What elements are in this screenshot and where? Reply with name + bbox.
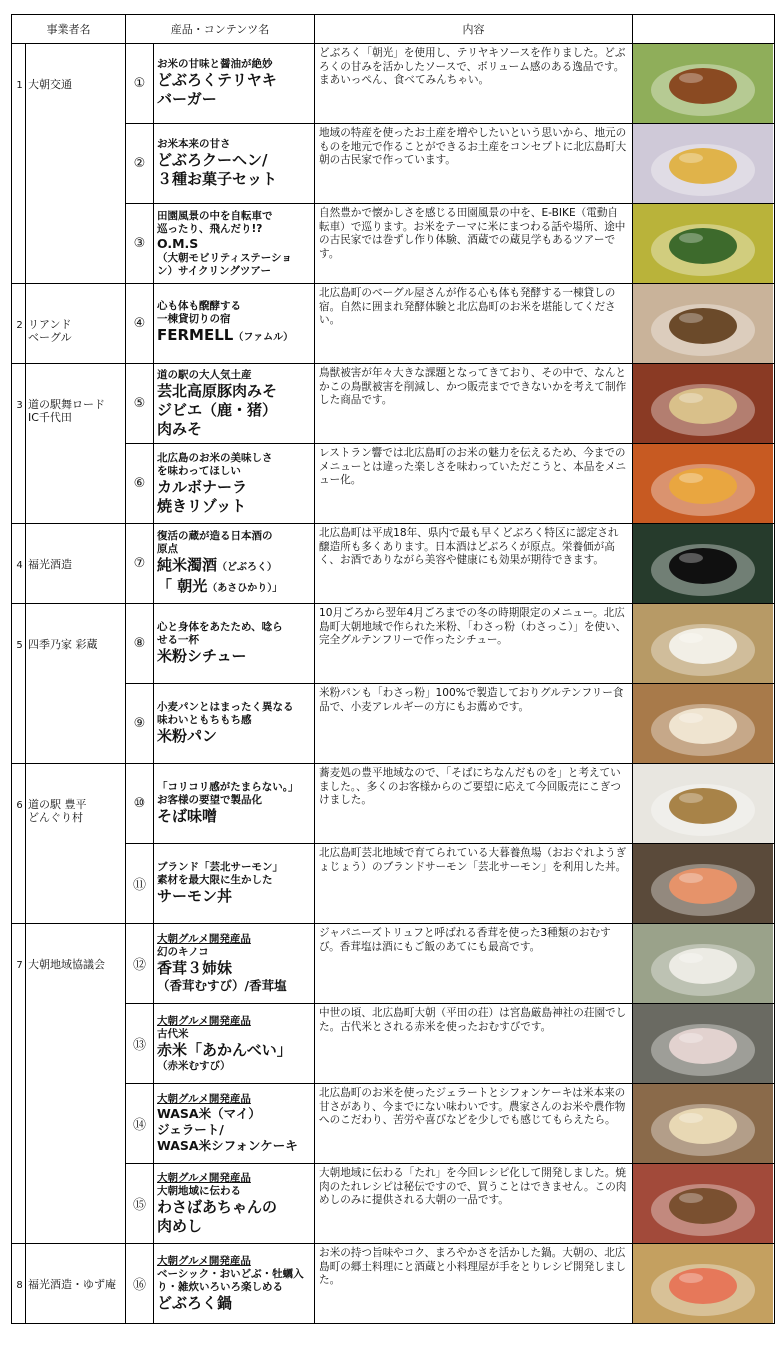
product-name bbox=[154, 284, 315, 364]
photo-highlight bbox=[679, 553, 703, 563]
product-name-line: 心と身体をあたため、唸ら bbox=[157, 621, 283, 633]
product-name-line: せる一杯 bbox=[157, 634, 199, 646]
photo-subject bbox=[669, 1028, 737, 1064]
business-number: 5 bbox=[12, 604, 26, 764]
table-row bbox=[12, 444, 775, 524]
product-name-line: 原点 bbox=[157, 542, 178, 555]
burger-photo bbox=[633, 44, 773, 123]
photo-highlight bbox=[679, 633, 703, 643]
product-image bbox=[633, 1004, 773, 1083]
product-name-line: お米本来の甘さ bbox=[157, 138, 231, 150]
business-name-line: 道の駅舞ロード bbox=[28, 398, 105, 411]
product-image-cell bbox=[633, 364, 775, 444]
product-name bbox=[154, 604, 315, 684]
product-image-cell bbox=[633, 764, 775, 844]
product-name-line: ３種お菓子セット bbox=[157, 170, 278, 188]
product-number: ⑯ bbox=[126, 1244, 154, 1324]
product-name-line: 心も体も醗酵する bbox=[157, 300, 241, 312]
gelato-chiffon-photo bbox=[633, 1084, 773, 1163]
product-name-line: 巡ったり、飛んだり!? bbox=[157, 222, 263, 235]
product-image bbox=[633, 764, 773, 843]
product-image-cell bbox=[633, 44, 775, 124]
product-image-cell bbox=[633, 524, 775, 604]
photo-highlight bbox=[679, 153, 703, 163]
business-number: 6 bbox=[12, 764, 26, 924]
product-number: ⑪ bbox=[126, 844, 154, 924]
salmon-bowl-photo bbox=[633, 844, 773, 923]
product-name-line: （香茸むすび）/香茸塩 bbox=[157, 978, 287, 993]
product-name-line: （赤米むすび） bbox=[157, 1059, 231, 1072]
product-name bbox=[154, 444, 315, 524]
photo-subject bbox=[669, 1188, 737, 1224]
product-name-line: 米粉シチュー bbox=[157, 647, 247, 665]
product-number: ⑥ bbox=[126, 444, 154, 524]
product-description: 大朝地域に伝わる「たれ」を今回レシピ化して開発しました。焼肉のたれレシピは秘伝ですので、買うことはできません。この肉めしのみに提供される大朝の一品です。 bbox=[315, 1164, 633, 1244]
photo-highlight bbox=[679, 713, 703, 723]
product-name-line: FERMELL（ファムル） bbox=[157, 326, 294, 344]
product-number: ⑮ bbox=[126, 1164, 154, 1244]
product-description: 米粉パンも「わさっ粉」100%で製造しておりグルテンフリー食品で、小麦アレルギーの方にもお薦めです。 bbox=[315, 684, 633, 764]
product-name bbox=[154, 844, 315, 924]
photo-subject bbox=[669, 1268, 737, 1304]
product-image-cell bbox=[633, 444, 775, 524]
product-number: ④ bbox=[126, 284, 154, 364]
photo-highlight bbox=[679, 793, 703, 803]
product-number: ① bbox=[126, 44, 154, 124]
product-description: 自然豊かで懐かしさを感じる田園風景の中を、E-BIKE（電動自転車）で巡ります。お米をテーマに米にまつわる話や場所、途中の古民家では巻ずし作り体験、酒蔵での蔵見学もあるツアーです。 bbox=[315, 204, 633, 284]
product-description: 10月ごろから翌年4月ごろまでの冬の時期限定のメニュー。北広島町大朝地域で作られた米粉、「わさっ粉（わさっこ）」を使い、完全グルテンフリーで作ったシチュー。 bbox=[315, 604, 633, 684]
product-description: 北広島町のお米を使ったジェラートとシフォンケーキは米本来の甘さがあり、今までにない味わいです。農家さんのお米や農作物へのこだわり、苦労や喜びなどを少しでも感じてもらえたら。 bbox=[315, 1084, 633, 1164]
table-row bbox=[12, 1164, 775, 1244]
product-name-line: お米の甘味と醤油が絶妙 bbox=[157, 58, 273, 70]
product-name bbox=[154, 684, 315, 764]
business-number: 3 bbox=[12, 364, 26, 524]
business-name bbox=[26, 1244, 126, 1324]
photo-highlight bbox=[679, 1273, 703, 1283]
meat-rice-photo bbox=[633, 1164, 773, 1243]
business-name-line: どんぐり村 bbox=[28, 811, 83, 824]
business-name bbox=[26, 44, 126, 284]
header-content: 内容 bbox=[315, 15, 633, 44]
product-name bbox=[154, 1084, 315, 1164]
business-name bbox=[26, 924, 126, 1244]
photo-subject bbox=[669, 228, 737, 264]
product-name-line: 大朝グルメ開発産品 bbox=[157, 1014, 251, 1027]
table-row bbox=[12, 1004, 775, 1084]
photo-subject bbox=[669, 868, 737, 904]
product-name-line: ブランド「芸北サーモン」 bbox=[157, 861, 283, 873]
product-image-cell bbox=[633, 1164, 775, 1244]
product-name-line: 素材を最大限に生かした bbox=[157, 874, 273, 886]
product-description: 鳥獣被害が年々大きな課題となってきており、その中で、なんとかこの鳥獣被害を削減し、かつ販売までできないかを考えて制作した商品です。 bbox=[315, 364, 633, 444]
business-number: 8 bbox=[12, 1244, 26, 1324]
product-number: ⑬ bbox=[126, 1004, 154, 1084]
product-image bbox=[633, 124, 773, 203]
product-image-cell bbox=[633, 684, 775, 764]
business-name-line: リアンド bbox=[28, 318, 72, 331]
product-name-line: 小麦パンとはまったく異なる bbox=[157, 701, 294, 713]
product-image bbox=[633, 924, 773, 1003]
rice-bread-photo bbox=[633, 684, 773, 763]
business-name bbox=[26, 524, 126, 604]
table-row bbox=[12, 204, 775, 284]
product-image bbox=[633, 364, 773, 443]
product-description: 中世の頃、北広島町大朝（平田の荘）は宮島厳島神社の荘園でした。古代米とされる赤米を使ったおむすびです。 bbox=[315, 1004, 633, 1084]
product-number: ⑫ bbox=[126, 924, 154, 1004]
business-number: 4 bbox=[12, 524, 26, 604]
product-number: ⑨ bbox=[126, 684, 154, 764]
table-row bbox=[12, 764, 775, 844]
photo-highlight bbox=[679, 1033, 703, 1043]
product-image bbox=[633, 444, 773, 523]
table-row bbox=[12, 1244, 775, 1324]
cycling-field-photo bbox=[633, 204, 773, 283]
photo-highlight bbox=[679, 1113, 703, 1123]
product-name-line: O.M.S bbox=[157, 235, 199, 251]
product-name bbox=[154, 924, 315, 1004]
product-name-line: 純米濁酒（どぶろく） bbox=[157, 555, 278, 574]
product-name-line: 味わいともちもち感 bbox=[157, 714, 252, 726]
photo-highlight bbox=[679, 473, 703, 483]
product-name-line: 田園風景の中を自転車で bbox=[157, 209, 273, 222]
product-name-line: 「コリコリ感がたまらない。」 bbox=[157, 781, 299, 793]
photo-subject bbox=[669, 308, 737, 344]
product-name-line: 香茸３姉妹 bbox=[157, 959, 233, 977]
mushroom-rice-ball-photo bbox=[633, 924, 773, 1003]
product-image-cell bbox=[633, 844, 775, 924]
header-product: 産品・コンテンツ名 bbox=[126, 15, 315, 44]
business-number: 1 bbox=[12, 44, 26, 284]
table-row bbox=[12, 844, 775, 924]
product-number: ③ bbox=[126, 204, 154, 284]
business-name-line: IC千代田 bbox=[28, 411, 72, 424]
product-name-line: WASA米（マイ） bbox=[157, 1106, 261, 1121]
photo-highlight bbox=[679, 313, 703, 323]
product-description: 北広島町のベーグル屋さんが作る心も体も発酵する一棟貸しの宿。自然に囲まれ発酵体験と北広島町のお米を堪能してください。 bbox=[315, 284, 633, 364]
product-image-cell bbox=[633, 1004, 775, 1084]
product-number: ⑦ bbox=[126, 524, 154, 604]
photo-subject bbox=[669, 948, 737, 984]
business-name-line: 福光酒造 bbox=[28, 558, 72, 571]
business-name bbox=[26, 604, 126, 764]
product-number: ⑧ bbox=[126, 604, 154, 684]
product-name-reading: （ファムル） bbox=[233, 332, 294, 343]
business-name bbox=[26, 764, 126, 924]
product-name-line: を味わってほしい bbox=[157, 464, 241, 477]
product-name-line: （大朝モビリティステーショ bbox=[157, 251, 292, 264]
product-description: 北広島町は平成18年、県内で最も早くどぶろく特区に認定され醸造所も多くあります。日本酒はどぶろくが原点。栄養価が高く、お酒でありながら美容や健康にも効果が期待できます。 bbox=[315, 524, 633, 604]
product-image-cell bbox=[633, 604, 775, 684]
business-name-line: 福光酒造・ゆず庵 bbox=[28, 1278, 116, 1291]
meat-miso-jars-photo bbox=[633, 364, 773, 443]
business-number: 7 bbox=[12, 924, 26, 1244]
table-row bbox=[12, 1084, 775, 1164]
product-image-cell bbox=[633, 204, 775, 284]
table-body bbox=[12, 44, 775, 1324]
product-image bbox=[633, 1244, 773, 1323]
table-row bbox=[12, 604, 775, 684]
rice-stew-photo bbox=[633, 604, 773, 683]
product-name bbox=[154, 124, 315, 204]
product-image bbox=[633, 1164, 773, 1243]
product-name-line: サーモン丼 bbox=[157, 887, 233, 905]
product-name bbox=[154, 1164, 315, 1244]
sake-bottle-photo bbox=[633, 524, 773, 603]
photo-subject bbox=[669, 788, 737, 824]
photo-subject bbox=[669, 468, 737, 504]
red-rice-ball-photo bbox=[633, 1004, 773, 1083]
product-description: 北広島町芸北地域で育てられている大暮養魚場（おおぐれようぎょじょう）のブランドサーモン「芸北サーモン」を利用した丼。 bbox=[315, 844, 633, 924]
product-image bbox=[633, 604, 773, 683]
product-description: ジャパニーズトリュフと呼ばれる香茸を使った3種類のおむすび。香茸塩は酒にもご飯のあてにも最高です。 bbox=[315, 924, 633, 1004]
product-image-cell bbox=[633, 124, 775, 204]
table-row bbox=[12, 44, 775, 124]
product-number: ⑭ bbox=[126, 1084, 154, 1164]
product-image bbox=[633, 204, 773, 283]
photo-subject bbox=[669, 388, 737, 424]
table-row bbox=[12, 364, 775, 444]
table-row bbox=[12, 684, 775, 764]
business-name-line: 大朝交通 bbox=[28, 78, 72, 91]
product-name bbox=[154, 364, 315, 444]
product-description: レストラン響では北広島町のお米の魅力を伝えるため、今までのメニューとは違った楽しさを味わっていただこうと、本品をメニュー化。 bbox=[315, 444, 633, 524]
product-name-reading: （あさひかり）」 bbox=[207, 582, 283, 594]
product-name bbox=[154, 1004, 315, 1084]
product-name-line: 大朝グルメ開発産品 bbox=[157, 1254, 251, 1267]
photo-highlight bbox=[679, 393, 703, 403]
product-description: 地域の特産を使ったお土産を増やしたいという思いから、地元のものを地元で作ることができるお土産をコンセプトに北広島町大朝の古民家で作っています。 bbox=[315, 124, 633, 204]
product-name-line: 米粉パン bbox=[157, 727, 218, 745]
product-name-line: カルボナーラ bbox=[157, 477, 248, 496]
product-description: 蕎麦処の豊平地域なので、「そばにちなんだものを」と考えていました。、多くのお客様からのご要望に応えて今回販売にこぎつけました。 bbox=[315, 764, 633, 844]
product-name-line: どぶろくテリヤキ bbox=[157, 71, 277, 89]
header-image bbox=[633, 15, 775, 44]
product-name-line: 「 朝光（あさひかり）」 bbox=[157, 576, 283, 595]
product-name-line: WASA米シフォンケーキ bbox=[157, 1138, 298, 1153]
table-row bbox=[12, 924, 775, 1004]
product-name-line: そば味噌 bbox=[157, 807, 218, 825]
business-number: 2 bbox=[12, 284, 26, 364]
product-number: ② bbox=[126, 124, 154, 204]
photo-highlight bbox=[679, 1193, 703, 1203]
product-image bbox=[633, 284, 773, 363]
product-name-line: お客様の要望で製品化 bbox=[157, 794, 262, 806]
product-image-cell bbox=[633, 284, 775, 364]
business-name-line: ベーグル bbox=[28, 331, 72, 344]
photo-highlight bbox=[679, 233, 703, 243]
business-name-line: 四季乃家 彩蔵 bbox=[28, 638, 98, 651]
product-name-line: ン）サイクリングツアー bbox=[157, 264, 272, 277]
product-name bbox=[154, 204, 315, 284]
product-name bbox=[154, 44, 315, 124]
product-name-line: 幻のキノコ bbox=[157, 946, 209, 958]
product-image bbox=[633, 1084, 773, 1163]
product-image bbox=[633, 44, 773, 123]
product-name-line: 古代米 bbox=[157, 1027, 189, 1040]
business-name-line: 大朝地域協議会 bbox=[28, 958, 105, 971]
soba-miso-photo bbox=[633, 764, 773, 843]
product-name-line: 大朝グルメ開発産品 bbox=[157, 1093, 251, 1105]
photo-subject bbox=[669, 628, 737, 664]
product-name bbox=[154, 524, 315, 604]
table-row bbox=[12, 284, 775, 364]
product-name-line: 赤米「あかんべい」 bbox=[157, 1040, 292, 1059]
product-image-cell bbox=[633, 1084, 775, 1164]
business-name-line: 道の駅 豊平 bbox=[28, 798, 87, 811]
product-name-line: 大朝グルメ開発産品 bbox=[157, 933, 251, 945]
product-description: どぶろく「朝光」を使用し、テリヤキソースを作りました。どぶろくの甘みを活かしたソースで、ボリューム感のある逸品です。まあいっぺん、食べてみんちゃい。 bbox=[315, 44, 633, 124]
product-name-line: わさばあちゃんの bbox=[157, 1197, 278, 1216]
product-name-line: どぶろクーヘン/ bbox=[157, 151, 268, 169]
risotto-photo bbox=[633, 444, 773, 523]
business-name bbox=[26, 364, 126, 524]
table-header-row bbox=[12, 15, 775, 44]
product-image bbox=[633, 844, 773, 923]
sweets-set-photo bbox=[633, 124, 773, 203]
product-number: ⑩ bbox=[126, 764, 154, 844]
product-name-line: 焼きリゾット bbox=[157, 496, 247, 515]
product-description: お米の持つ旨味やコク、まろやかさを活かした鍋。大朝の、北広島町の郷土料理にと酒蔵と小料理屋が手をとりレシピ開発しました。 bbox=[315, 1244, 633, 1324]
product-name-line: ジェラート/ bbox=[157, 1122, 224, 1137]
header-business: 事業者名 bbox=[12, 15, 126, 44]
product-name-line: 一棟貸切りの宿 bbox=[157, 313, 231, 325]
photo-subject bbox=[669, 1108, 737, 1144]
product-name-reading: （どぶろく） bbox=[217, 561, 278, 573]
product-name-line: 道の駅の大人気土産 bbox=[157, 368, 252, 381]
product-name-line: ベーシック・おいどぶ・牡蠣入 bbox=[157, 1267, 304, 1280]
product-name-line: ジビエ（鹿・猪） bbox=[157, 400, 278, 419]
table-row bbox=[12, 124, 775, 204]
product-name bbox=[154, 1244, 315, 1324]
product-name-line: 芸北高原豚肉みそ bbox=[157, 381, 278, 400]
product-image bbox=[633, 684, 773, 763]
product-name-line: 北広島のお米の美味しさ bbox=[157, 451, 273, 464]
product-name-line: り・雑炊いろいろ楽しめる bbox=[157, 1280, 283, 1293]
photo-subject bbox=[669, 68, 737, 104]
photo-subject bbox=[669, 148, 737, 184]
product-image-cell bbox=[633, 924, 775, 1004]
product-name-line: 復活の蔵が造る日本酒の bbox=[157, 529, 273, 542]
product-name-line: 肉めし bbox=[157, 1216, 203, 1235]
photo-subject bbox=[669, 708, 737, 744]
product-name-line: 肉みそ bbox=[157, 419, 203, 438]
product-name-line: 大朝地域に伝わる bbox=[157, 1184, 241, 1197]
hot-pot-photo bbox=[633, 1244, 773, 1323]
product-image-cell bbox=[633, 1244, 775, 1324]
photo-highlight bbox=[679, 73, 703, 83]
product-name-line: 大朝グルメ開発産品 bbox=[157, 1171, 251, 1184]
photo-highlight bbox=[679, 953, 703, 963]
product-table bbox=[11, 14, 775, 1324]
product-image bbox=[633, 524, 773, 603]
photo-subject bbox=[669, 548, 737, 584]
table-row bbox=[12, 524, 775, 604]
product-name-line: バーガー bbox=[157, 90, 217, 108]
inn-photo bbox=[633, 284, 773, 363]
product-number: ⑤ bbox=[126, 364, 154, 444]
product-name bbox=[154, 764, 315, 844]
product-name-line: どぶろく鍋 bbox=[157, 1293, 233, 1312]
photo-highlight bbox=[679, 873, 703, 883]
business-name bbox=[26, 284, 126, 364]
